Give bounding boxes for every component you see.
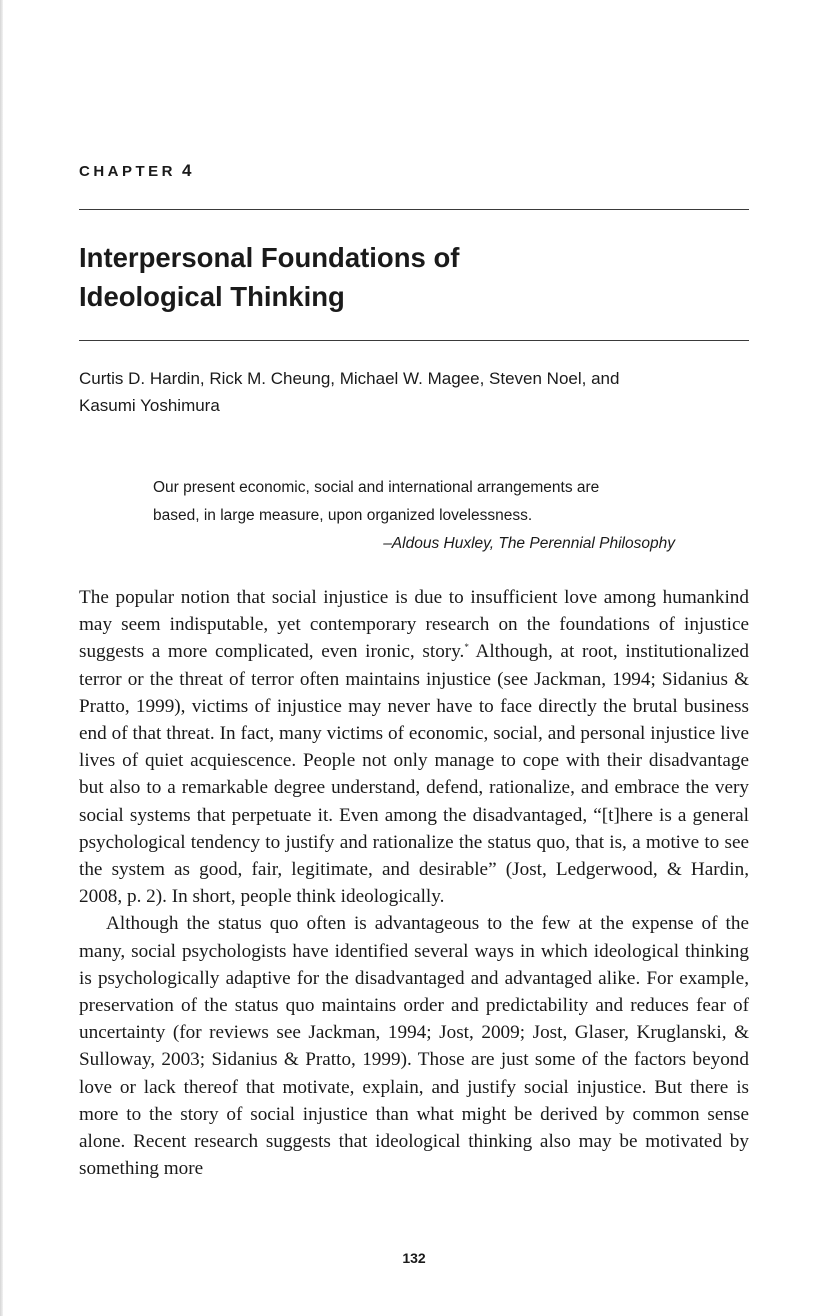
chapter-label bbox=[79, 161, 191, 181]
author-list-line-1: Curtis D. Hardin, Rick M. Cheung, Michael W. Magee, Steven Noel, and bbox=[79, 369, 620, 388]
chapter-number: 4 bbox=[182, 161, 192, 180]
paragraph-2: Although the status quo often is advantageous to the few at the expense of the many, social psychologists have identified several ways in which ideological thinking is psychologically adaptive for the disadvantaged and advantaged alike. For example, preservation of the status quo maintains order and predictability and reduces fear of uncertainty (for reviews see Jackman, 1994; Jost, 2009; Jost, Glaser, Kruglanski, & Sulloway, 2003; Sidanius & Pratto, 1999). Those are just some of the factors beyond love or lack thereof that motivate, explain, and justify social injustice. But there is more to the story of social injustice than what might be derived by common sense alone. Recent research suggests that ideological thinking also may be motivated by something more bbox=[79, 913, 749, 1180]
chapter-title bbox=[79, 238, 719, 316]
paragraph-1-text-a: The popular notion that social injustice is due to insufficient love among humankind may seem indisputable, yet contemporary research on the foundations of injustice suggests a more complicated, even ironic, story. bbox=[79, 587, 749, 663]
page-edge-shadow bbox=[0, 0, 3, 1316]
author-list-line-2: Kasumi Yoshimura bbox=[79, 396, 220, 415]
chapter-title-line-1: Interpersonal Foundations of bbox=[79, 242, 460, 273]
epigraph-quote-line-2: based, in large measure, upon organized lovelessness. bbox=[153, 507, 533, 524]
page-number: 132 bbox=[402, 1250, 426, 1266]
paragraph-1 bbox=[79, 584, 749, 910]
paragraph-1-text-b: Although, at root, institutionalized terror or the threat of terror often maintains injustice (see Jackman, 1994; Sidanius & Pratto, 1999), victims of injustice may never have to face directly the brutal business end of that threat. In fact, many victims of economic, social, and personal injustice live lives of quiet acquiescence. People not only manage to cope with their disadvantage but also to a remarkable degree understand, defend, rationalize, and embrace the very social systems that perpetuate it. Even among the disadvantaged, “[t]here is a general psychological tendency to justify and rationalize the status quo, that is, a motive to see the system as good, fair, legitimate, and desirable” (Jost, Ledgerwood, & Hardin, 2008, p. 2). In short, people think ideologically. bbox=[79, 641, 749, 908]
epigraph bbox=[153, 474, 693, 558]
epigraph-attribution: –Aldous Huxley, The Perennial Philosophy bbox=[383, 535, 675, 552]
footnote-marker: * bbox=[464, 642, 469, 653]
chapter-word: CHAPTER bbox=[79, 163, 177, 180]
bottom-divider bbox=[79, 340, 749, 341]
chapter-title-line-2: Ideological Thinking bbox=[79, 281, 345, 312]
body-text bbox=[79, 584, 749, 1182]
author-list bbox=[79, 365, 739, 419]
top-divider bbox=[79, 209, 749, 210]
epigraph-quote-line-1: Our present economic, social and international arrangements are bbox=[153, 479, 600, 496]
